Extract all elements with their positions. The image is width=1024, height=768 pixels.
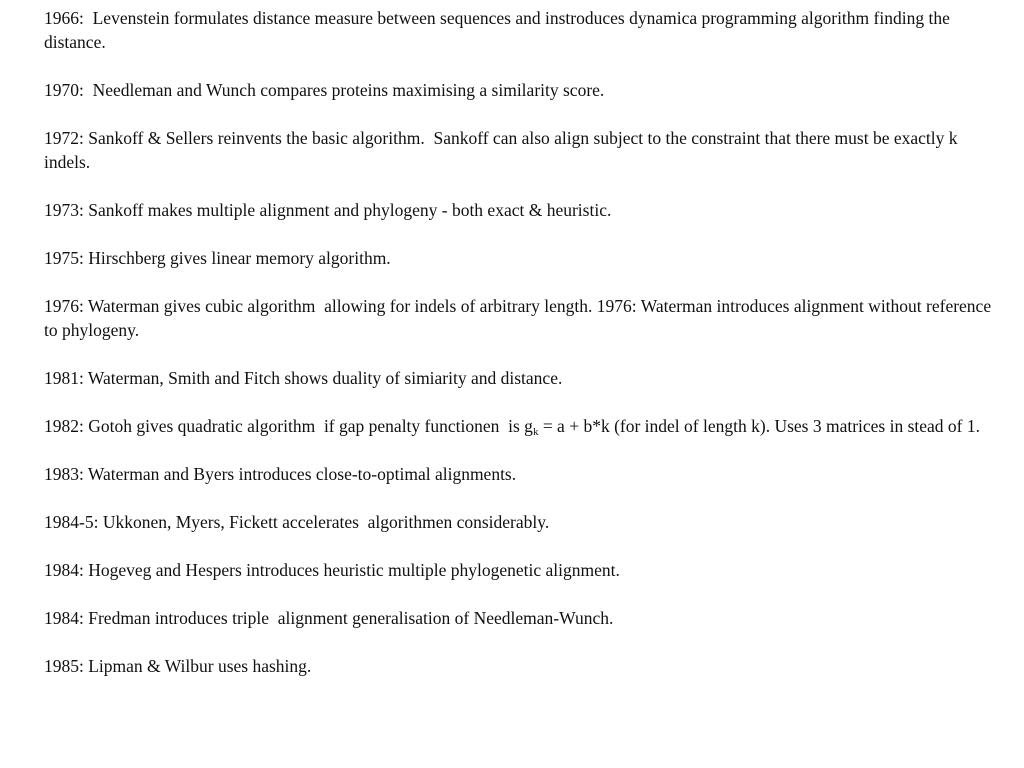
timeline-entry-1984-5: 1984-5: Ukkonen, Myers, Fickett accelerates algorithmen considerably. [44, 512, 550, 532]
timeline-entry-1976: 1976: Waterman gives cubic algorithm allowing for indels of arbitrary length. 1976: Waterman introduces alignment without reference to phylogeny. [44, 296, 996, 340]
entry-1982-text-after: = a + b*k (for indel of length k). Uses 3 matrices in stead of 1. [538, 416, 981, 436]
timeline-entry-1975: 1975: Hirschberg gives linear memory algorithm. [44, 248, 391, 268]
timeline-entry-1970: 1970: Needleman and Wunch compares proteins maximising a similarity score. [44, 80, 605, 100]
timeline-entry-1973: 1973: Sankoff makes multiple alignment and phylogeny - both exact & heuristic. [44, 200, 612, 220]
timeline-entry-1984-fredman: 1984: Fredman introduces triple alignment generalisation of Needleman-Wunch. [44, 608, 614, 628]
timeline-entry-1985: 1985: Lipman & Wilbur uses hashing. [44, 656, 312, 676]
timeline-entry-1982 [44, 414, 994, 438]
timeline-slide [44, 6, 994, 702]
timeline-entry-1983: 1983: Waterman and Byers introduces close-to-optimal alignments. [44, 464, 517, 484]
entry-1982-text-before: 1982: Gotoh gives quadratic algorithm if gap penalty functionen is g [44, 416, 533, 436]
timeline-entry-1972: 1972: Sankoff & Sellers reinvents the basic algorithm. Sankoff can also align subject to the constraint that there must be exactly k indels. [44, 128, 962, 172]
timeline-entry-1966: 1966: Levenstein formulates distance measure between sequences and instroduces dynamica programming algorithm finding the distance. [44, 8, 955, 52]
timeline-entry-1981: 1981: Waterman, Smith and Fitch shows duality of simiarity and distance. [44, 368, 563, 388]
entry-1982-subscript: k [532, 426, 539, 438]
timeline-entry-1984-hogeveg: 1984: Hogeveg and Hespers introduces heuristic multiple phylogenetic alignment. [44, 560, 620, 580]
